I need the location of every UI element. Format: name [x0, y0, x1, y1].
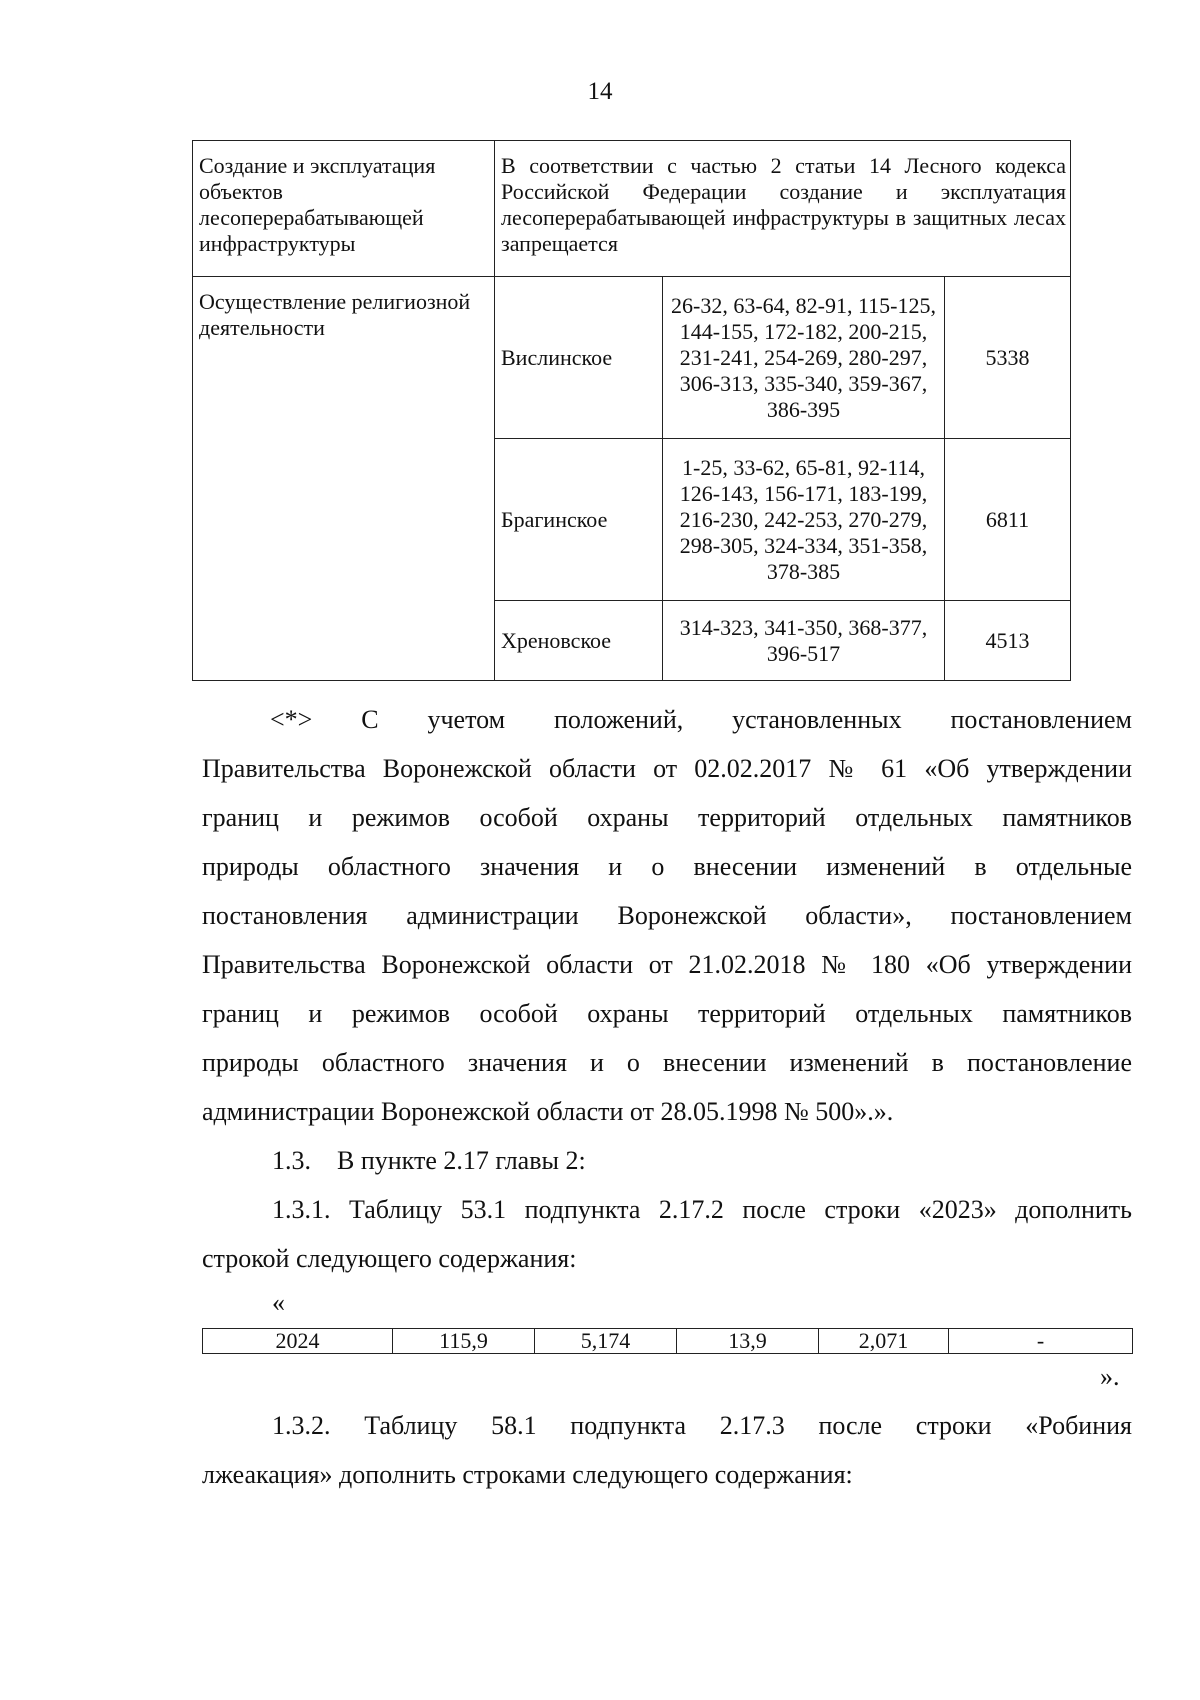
table-53-1-row: [202, 1328, 1133, 1354]
forest-code-cell: В соответствии с частью 2 статьи 14 Лесного кодекса Российской Федерации создание и эксплуатация лесоперерабатывающей инфраструктуры в защитных лесах запрещается: [495, 141, 1071, 277]
value-cell: 2,071: [819, 1329, 949, 1354]
regulations-table: [192, 140, 1071, 681]
footnote-line: <*> С учетом положений, установленных постановлением: [270, 705, 1132, 734]
activity-cell: Создание и эксплуатация объектов лесоперерабатывающей инфраструктуры: [193, 141, 495, 277]
value-cell: 5,174: [535, 1329, 677, 1354]
point-1-3-1-continued: строкой следующего содержания:: [202, 1244, 577, 1273]
quarter-numbers: 1-25, 33-62, 65-81, 92-114, 126-143, 156-171, 183-199, 216-230, 242-253, 270-279, 298-305, 324-334, 351-358, 378-385: [663, 439, 945, 601]
footnote-line: Правительства Воронежской области от 21.02.2018 № 180 «Об утверждении: [202, 950, 1132, 979]
footnote-line: администрации Воронежской области от 28.05.1998 № 500».».: [202, 1097, 894, 1126]
year-cell: 2024: [203, 1329, 393, 1354]
value-cell: 13,9: [677, 1329, 819, 1354]
footnote-line: природы областного значения и о внесении изменений в постановление: [202, 1048, 1132, 1077]
point-1-3-1: 1.3.1. Таблицу 53.1 подпункта 2.17.2 после строки «2023» дополнить: [272, 1195, 1132, 1224]
table-row: [203, 1329, 1133, 1354]
area-value: 6811: [945, 439, 1071, 601]
activity-cell: Осуществление религиозной деятельности: [193, 277, 495, 681]
footnote-line: постановления администрации Воронежской области», постановлением: [202, 901, 1132, 930]
point-1-3-2-continued: лжеакация» дополнить строками следующего содержания:: [202, 1460, 853, 1489]
close-quote: ».: [1100, 1362, 1120, 1391]
quarter-numbers: 314-323, 341-350, 368-377, 396-517: [663, 601, 945, 681]
footnote-line: природы областного значения и о внесении изменений в отдельные: [202, 852, 1132, 881]
footnote-line: границ и режимов особой охраны территорий отдельных памятников: [202, 803, 1132, 832]
quarter-numbers: 26-32, 63-64, 82-91, 115-125, 144-155, 172-182, 200-215, 231-241, 254-269, 280-297, 306-313, 335-340, 359-367, 386-395: [663, 277, 945, 439]
area-value: 4513: [945, 601, 1071, 681]
footnote-line: Правительства Воронежской области от 02.02.2017 № 61 «Об утверждении: [202, 754, 1132, 783]
table-row: [193, 277, 1071, 439]
table-row: [193, 141, 1071, 277]
area-value: 5338: [945, 277, 1071, 439]
point-1-3-2: 1.3.2. Таблицу 58.1 подпункта 2.17.3 после строки «Робиния: [272, 1411, 1132, 1440]
value-cell: 115,9: [393, 1329, 535, 1354]
value-cell: -: [949, 1329, 1133, 1354]
point-1-3: 1.3. В пункте 2.17 главы 2:: [272, 1146, 586, 1175]
forestry-name: Вислинское: [495, 277, 663, 439]
footnote-line: границ и режимов особой охраны территорий отдельных памятников: [202, 999, 1132, 1028]
forestry-name: Брагинское: [495, 439, 663, 601]
open-quote: «: [272, 1288, 285, 1317]
forestry-name: Хреновское: [495, 601, 663, 681]
page-number: 14: [587, 78, 613, 105]
